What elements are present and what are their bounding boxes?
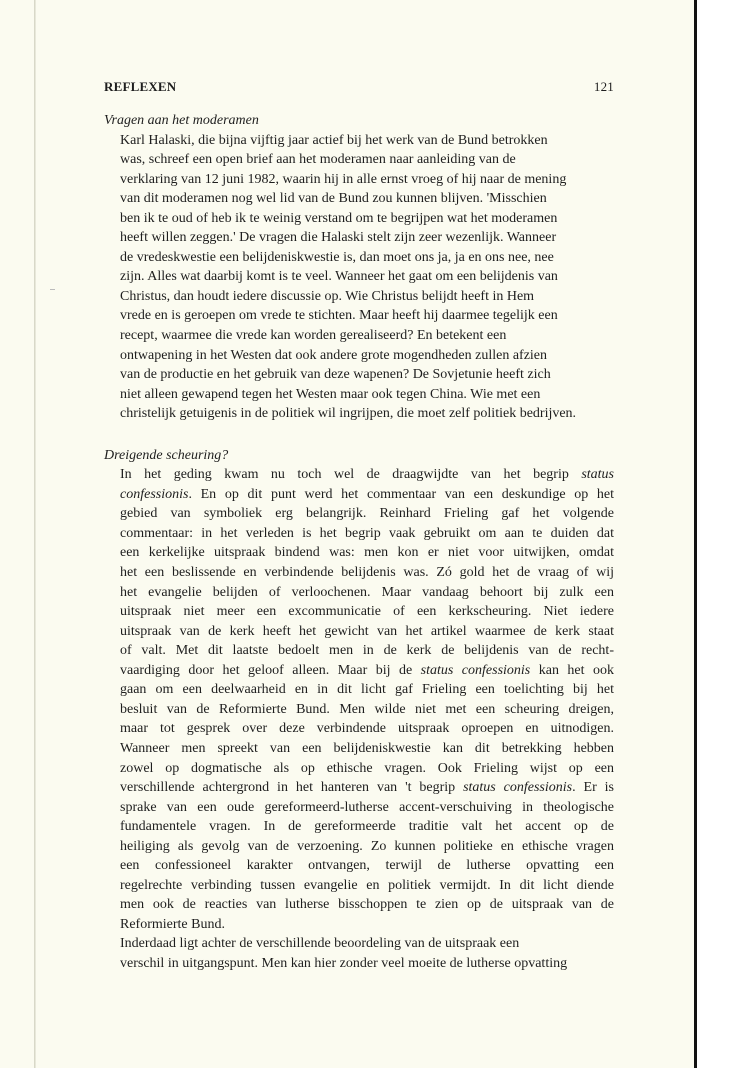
text-line: verklaring van 12 juni 1982, waarin hij in alle ernst vroeg of hij naar de mening	[120, 171, 567, 187]
text-line: recept, waarmee die vrede kan worden gerealiseerd? En betekent een	[120, 328, 507, 344]
text-line: niet alleen gewapend tegen het Westen maar ook tegen China. Wie met een	[120, 386, 541, 402]
page-number: 121	[593, 79, 614, 94]
text-line: een kerkelijke uitspraak bindend was: men kon er niet voor uitwijken, omdat	[120, 545, 614, 561]
line-text: . En op dit punt werd het commentaar van een deskundige op het	[188, 486, 614, 502]
text-line	[104, 661, 614, 681]
text-line: fundamentele vragen. In de gereformeerde traditie valt het accent op de	[120, 819, 614, 835]
text-line: Wanneer men spreekt van een belijdeniskwestie kan dit betrekking hebben	[120, 740, 614, 756]
text-line: men ook de reacties van lutherse bisschoppen te zien op de uitspraak van de	[120, 897, 614, 913]
italic-term: status confessionis	[463, 780, 573, 796]
text-line: het evangelie belijden of verloochenen. Maar vandaag behoort bij zulk een	[120, 584, 614, 600]
paragraph	[104, 465, 614, 934]
text-line: zowel op dogmatische als op ethische vragen. Ook Frieling wijst op een	[120, 760, 614, 776]
page-left-edge	[34, 0, 36, 1068]
text-line: van dit moderamen nog wel lid van de Bund zou kunnen blijven. 'Misschien	[120, 191, 547, 207]
text-line: of valt. Met dit laatste bedoelt men in de kerk de belijdenis van de recht-	[120, 643, 614, 659]
line-text: vaardiging door het geloof alleen. Maar bij de	[120, 662, 421, 678]
line-text: In het geding kwam nu toch wel de draagwijdte van het begrip	[120, 467, 582, 483]
text-line: maar tot gesprek over deze verbindende uitspraak oproepen en uitnodigen.	[120, 721, 614, 737]
line-text: . Er is	[572, 780, 614, 796]
text-line: zijn. Alles wat daarbij komt is te veel. Wanneer het gaat om een belijdenis van	[120, 269, 558, 285]
text-line: vrede en is geroepen om vrede te stichten. Maar heeft hij daarmee tegelijk een	[120, 308, 558, 324]
scan-margin	[697, 0, 738, 1068]
article-body	[104, 111, 614, 974]
text-line: verschil in uitgangspunt. Men kan hier zonder veel moeite de lutherse opvatting	[120, 955, 568, 971]
line-text: verschillende achtergrond in het hanteren van 't begrip	[120, 780, 464, 796]
text-line: heiliging als gevolg van de verzoening. Zo kunnen politieke en ethische vragen	[120, 838, 614, 854]
scan-mark	[50, 289, 55, 290]
text-line: van de productie en het gebruik van deze wapenen? De Sovjetunie heeft zich	[120, 367, 551, 383]
italic-term: status confessionis	[420, 662, 531, 678]
text-line: uitspraak niet meer een excommunicatie of een kerkscheuring. Niet iedere	[120, 604, 614, 620]
section-heading: Vragen aan het moderamen	[104, 113, 259, 128]
text-line: Karl Halaski, die bijna vijftig jaar actief bij het werk van de Bund betrokken	[120, 132, 548, 148]
text-line: de vredeskwestie een belijdeniskwestie is, dan moet ons ja, ja en ons nee, nee	[120, 249, 554, 265]
text-line: ontwapening in het Westen dat ook andere grote mogendheden zullen afzien	[120, 347, 548, 363]
text-line: gaan om een deelwaarheid en in dit licht gaf Frieling een toelichting bij het	[120, 682, 614, 698]
text-line: uitspraak van de kerk heeft het gewicht van het artikel waarmee de kerk staat	[120, 623, 614, 639]
text-line: een confessioneel karakter ontvangen, terwijl de lutherse opvatting een	[120, 858, 614, 874]
text-line: gebied van symboliek erg belangrijk. Reinhard Frieling gaf het volgende	[120, 506, 614, 522]
text-line	[104, 485, 614, 505]
text-line: heeft willen zeggen.' De vragen die Halaski stelt zijn zeer wezenlijk. Wanneer	[120, 230, 557, 246]
paragraph	[104, 131, 614, 424]
section-heading: Dreigende scheuring?	[104, 447, 229, 463]
text-line: commentaar: in het verleden is het begrip vaak gebruikt om aan te duiden dat	[120, 525, 614, 541]
text-line	[104, 465, 614, 485]
section-gap	[104, 424, 614, 446]
text-line: het een beslissende en verbindende belijdenis was. Zó gold het de vraag of wij	[120, 565, 614, 581]
text-line: was, schreef een open brief aan het moderamen naar aanleiding van de	[120, 152, 516, 168]
italic-term: confessionis	[120, 486, 189, 502]
running-title: REFLEXEN	[104, 79, 177, 94]
text-line: sprake van een oude gereformeerd-lutherse accent-verschuiving in theologische	[120, 799, 614, 815]
text-line-last: Reformierte Bund.	[120, 916, 225, 932]
text-line: ben ik te oud of heb ik te weinig verstand om te begrijpen wat het moderamen	[120, 210, 558, 226]
text-line-last: christelijk getuigenis in de politiek wil ingrijpen, die moet zelf politiek bedrijven.	[120, 406, 577, 422]
text-line	[104, 778, 614, 798]
text-line: regelrechte verbinding tussen evangelie en politiek vermijdt. In dit licht diende	[120, 877, 614, 893]
italic-term: status	[581, 467, 614, 483]
paragraph	[104, 934, 614, 973]
text-line: Inderdaad ligt achter de verschillende beoordeling van de uitspraak een	[120, 936, 520, 952]
text-line: Christus, dan houdt iedere discussie op. Wie Christus belijdt heeft in Hem	[120, 288, 535, 304]
line-text: kan het ook	[530, 662, 614, 678]
text-line: besluit van de Reformierte Bund. Men wilde niet met een scheuring dreigen,	[120, 701, 614, 717]
